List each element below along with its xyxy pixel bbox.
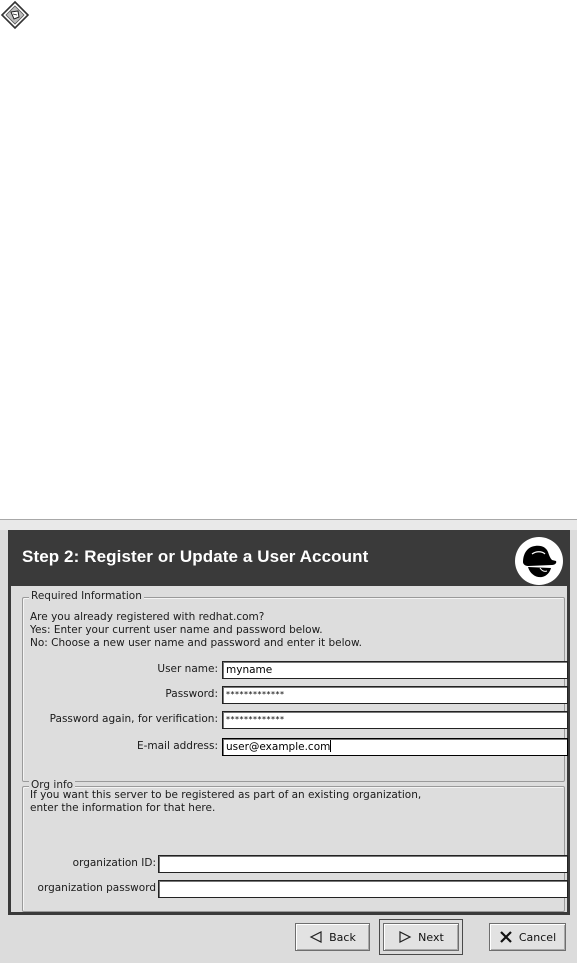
password-input[interactable]: ************* [222, 686, 568, 704]
triangle-right-icon [398, 931, 412, 943]
username-label: User name: [157, 663, 218, 675]
password-again-input[interactable]: ************* [222, 711, 568, 729]
next-button[interactable] [383, 923, 459, 951]
cancel-button[interactable] [489, 923, 566, 951]
registration-window [0, 519, 577, 963]
org-id-label: organization ID: [72, 857, 156, 869]
form-panel [11, 586, 567, 912]
intro-line-2: Yes: Enter your current user name and password below. [30, 624, 323, 636]
back-label: Back [329, 930, 356, 944]
text-caret [330, 740, 331, 752]
org-intro-line-2: enter the information for that here. [30, 802, 216, 814]
email-label: E-mail address: [136, 740, 218, 752]
required-info-group [22, 590, 565, 782]
diamond-cursor-icon [0, 0, 30, 30]
org-info-group [22, 779, 565, 912]
redhat-shadowman-logo [514, 536, 564, 586]
intro-line-3: No: Choose a new user name and password and enter it below. [30, 637, 362, 649]
username-input[interactable]: myname [222, 661, 568, 679]
email-value: user@example.com [226, 741, 331, 753]
cancel-label: Cancel [518, 930, 557, 944]
org-password-input[interactable] [158, 880, 568, 898]
back-button[interactable] [295, 923, 370, 951]
triangle-left-icon [309, 931, 323, 943]
org-info-legend: Org info [31, 779, 74, 791]
password-label: Password: [165, 688, 218, 700]
window-top-edge [0, 519, 577, 530]
password-again-label: Password again, for verification: [49, 713, 218, 725]
step-title: Step 2: Register or Update a User Account [22, 547, 369, 566]
content-area [8, 530, 570, 915]
org-intro-line-1: If you want this server to be registered as part of an existing organization, [30, 789, 422, 801]
org-password-label: organization password [37, 882, 156, 894]
next-label: Next [418, 930, 444, 944]
required-info-legend: Required Information [31, 590, 142, 602]
x-cancel-icon [499, 931, 513, 943]
step-header [8, 530, 570, 587]
org-id-input[interactable] [158, 855, 568, 873]
intro-line-1: Are you already registered with redhat.com? [30, 611, 265, 623]
button-bar [0, 915, 577, 963]
email-input[interactable] [222, 738, 568, 756]
